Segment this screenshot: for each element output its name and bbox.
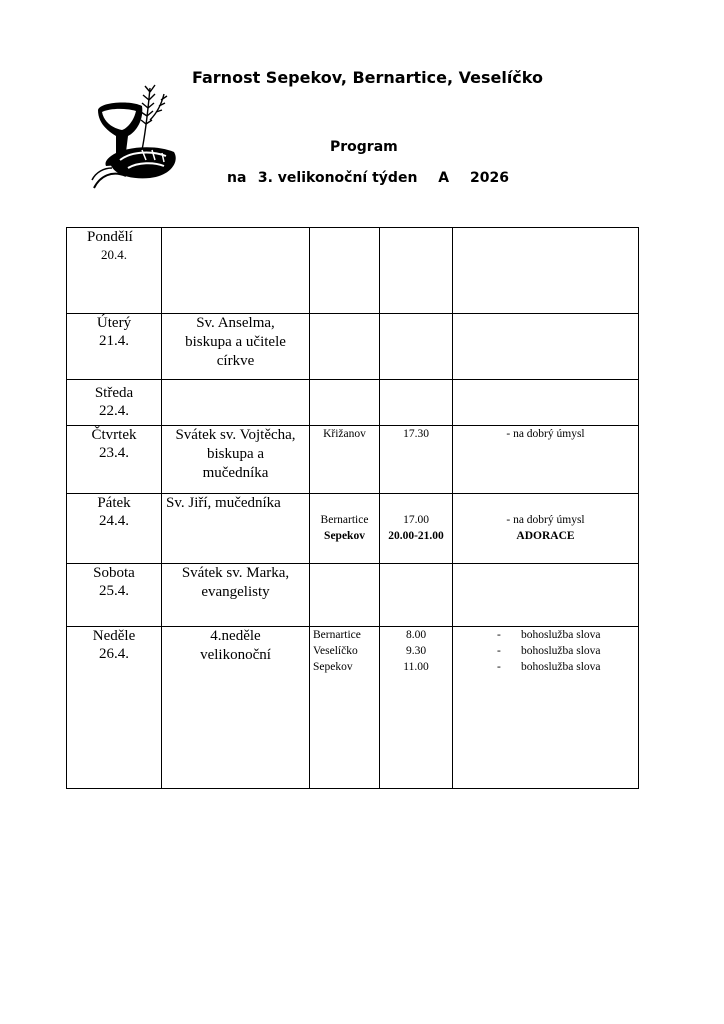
place-cell bbox=[310, 380, 380, 426]
intention-cell bbox=[453, 228, 639, 314]
time-cell bbox=[380, 494, 453, 564]
day-date: 26.4. bbox=[99, 646, 129, 662]
mass-time: 8.00 bbox=[405, 629, 427, 641]
intention-cell bbox=[453, 564, 639, 627]
day-name: Pondělí bbox=[87, 229, 133, 245]
day-name: Středa bbox=[94, 385, 134, 401]
dash-bullet: - bbox=[497, 629, 501, 641]
mass-time: 17.30 bbox=[403, 428, 429, 440]
mass-time: 11.00 bbox=[403, 661, 429, 673]
intention: bohoslužba slova bbox=[521, 629, 601, 641]
feast-cell: 4.neděle velikonoční bbox=[162, 627, 310, 789]
table-row bbox=[67, 564, 639, 627]
place-cell bbox=[310, 228, 380, 314]
time-cell bbox=[380, 380, 453, 426]
week-label: 3. velikonoční týden bbox=[257, 170, 418, 186]
mass-time: 17.00 bbox=[403, 514, 429, 526]
page-title: Farnost Sepekov, Bernartice, Veselíčko bbox=[192, 68, 543, 87]
mass-time: 9.30 bbox=[405, 645, 427, 657]
intention: bohoslužba slova bbox=[521, 661, 601, 673]
program-subtitle: Program bbox=[330, 139, 398, 155]
day-date: 21.4. bbox=[99, 333, 129, 349]
time-cell bbox=[380, 314, 453, 380]
liturgical-cycle: A bbox=[438, 170, 450, 186]
table-row bbox=[67, 426, 639, 494]
day-name: Pátek bbox=[97, 495, 131, 511]
place-name: Bernartice bbox=[320, 514, 369, 526]
time-cell bbox=[380, 564, 453, 627]
intention: - na dobrý úmysl bbox=[506, 514, 585, 526]
place-name: Bernartice bbox=[313, 629, 361, 641]
day-cell bbox=[67, 228, 162, 314]
intention-cell bbox=[453, 380, 639, 426]
table-row bbox=[67, 380, 639, 426]
day-name: Čtvrtek bbox=[91, 427, 137, 443]
place-cell bbox=[310, 564, 380, 627]
intention-cell bbox=[453, 314, 639, 380]
chalice-bread-wheat-icon bbox=[90, 80, 180, 192]
year: 2026 bbox=[470, 170, 509, 186]
day-cell bbox=[67, 314, 162, 380]
day-cell bbox=[67, 627, 162, 789]
intention-cell bbox=[453, 426, 639, 494]
adoration-label: ADORACE bbox=[516, 530, 575, 542]
place-name: Křižanov bbox=[323, 428, 366, 440]
feast-cell bbox=[162, 380, 310, 426]
day-name: Sobota bbox=[93, 565, 135, 581]
time-cell bbox=[380, 627, 453, 789]
place-cell bbox=[310, 426, 380, 494]
day-cell bbox=[67, 380, 162, 426]
place-name: Veselíčko bbox=[313, 645, 358, 657]
feast-cell: Svátek sv. Vojtěcha, biskupa a mučedníka bbox=[162, 426, 310, 494]
dash-bullet: - bbox=[497, 645, 501, 657]
table-row bbox=[67, 314, 639, 380]
day-cell bbox=[67, 494, 162, 564]
dash-bullet: - bbox=[497, 661, 501, 673]
day-date: 24.4. bbox=[99, 513, 129, 529]
intention-cell bbox=[453, 627, 639, 789]
place-name: Sepekov bbox=[313, 661, 353, 673]
place-cell bbox=[310, 314, 380, 380]
day-date: 20.4. bbox=[101, 247, 127, 262]
table-row bbox=[67, 494, 639, 564]
feast-cell bbox=[162, 228, 310, 314]
adoration-time: 20.00-21.00 bbox=[388, 530, 444, 542]
time-cell bbox=[380, 426, 453, 494]
feast-cell: Sv. Anselma, biskupa a učitele církve bbox=[162, 314, 310, 380]
day-name: Neděle bbox=[92, 628, 136, 644]
table-row bbox=[67, 228, 639, 314]
time-cell bbox=[380, 228, 453, 314]
intention: bohoslužba slova bbox=[521, 645, 601, 657]
day-name: Úterý bbox=[96, 315, 132, 331]
intention-cell bbox=[453, 494, 639, 564]
feast-cell: Sv. Jiří, mučedníka bbox=[162, 494, 310, 564]
day-cell bbox=[67, 426, 162, 494]
week-prefix: na bbox=[227, 170, 247, 186]
day-cell bbox=[67, 564, 162, 627]
day-date: 23.4. bbox=[99, 445, 129, 461]
schedule-table bbox=[66, 227, 639, 789]
feast-cell: Svátek sv. Marka, evangelisty bbox=[162, 564, 310, 627]
place-cell bbox=[310, 494, 380, 564]
place-name: Sepekov bbox=[324, 530, 365, 542]
week-heading bbox=[227, 170, 509, 186]
day-date: 22.4. bbox=[99, 403, 129, 419]
table-row bbox=[67, 627, 639, 789]
intention: - na dobrý úmysl bbox=[506, 428, 585, 440]
day-date: 25.4. bbox=[99, 583, 129, 599]
place-cell bbox=[310, 627, 380, 789]
